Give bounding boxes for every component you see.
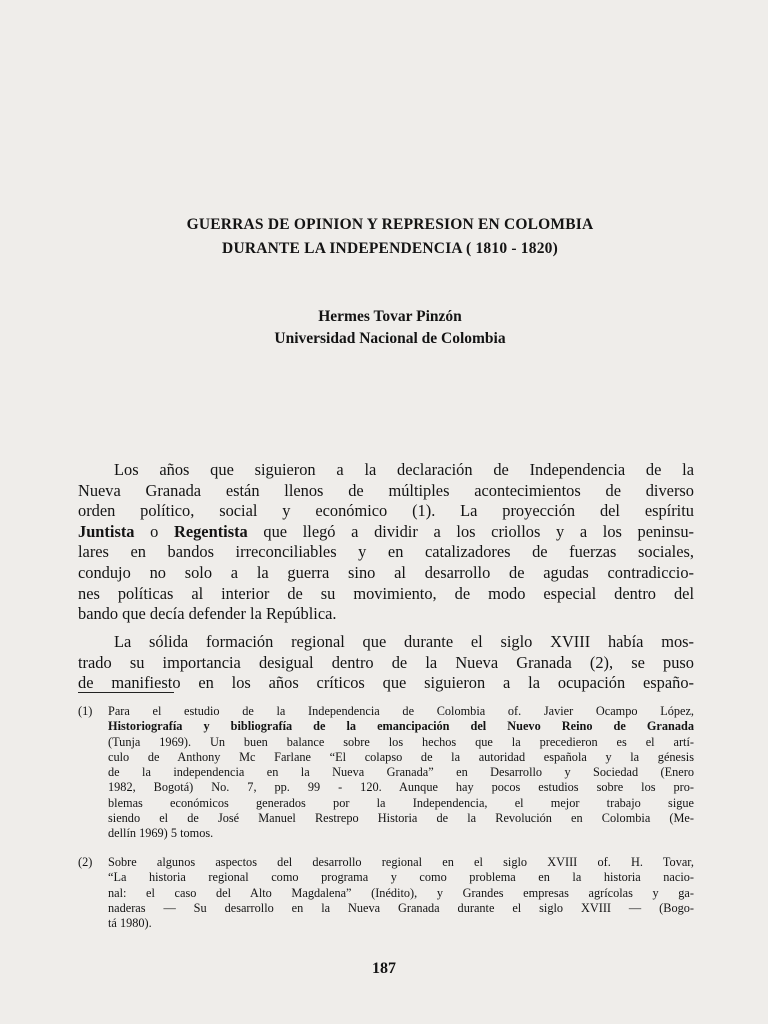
footnote-line: dellín 1969) 5 tomos. (108, 826, 214, 841)
paragraph-line: Los años que siguieron a la declaración de Independencia de la (114, 460, 694, 479)
footnote-line: Historiografía y bibliografía de la emancipación del Nuevo Reino de Granada (108, 719, 694, 734)
author-block (80, 306, 700, 350)
paragraph-line: trado su importancia desigual dentro de la Nueva Granada (2), se puso (78, 652, 694, 672)
line-rest: que llegó a dividir a los criollos y a los peninsu- (247, 521, 695, 541)
footnote-number: (1) (78, 704, 93, 718)
author-name: Hermes Tovar Pinzón (318, 308, 462, 325)
title-line-1: GUERRAS DE OPINION Y REPRESION EN COLOMBIA (186, 216, 594, 233)
term-regentista: Regentista (174, 521, 248, 541)
term-juntista: Juntista (78, 521, 135, 541)
footnote-line: (Tunja 1969). Un buen balance sobre los hechos que la precedieron es el artí- (108, 734, 694, 749)
paragraph-line (78, 522, 694, 543)
title-line-2: DURANTE LA INDEPENDENCIA ( 1810 - 1820) (222, 240, 558, 257)
footnote-line: Sobre algunos aspectos del desarrollo regional en el siglo XVIII of. H. Tovar, (108, 855, 694, 869)
paragraph-line: de manifiesto en los años críticos que siguieron a la ocupación españo- (78, 673, 694, 693)
footnote-text (108, 855, 694, 931)
article-title (80, 213, 700, 261)
footnote-line: culo de Anthony Mc Farlane “El colapso de la autoridad española y la génesis (108, 749, 694, 764)
footnote-line: nal: el caso del Alto Magdalena” (Inédito), y Grandes empresas agrícolas y ga- (108, 885, 694, 900)
paragraph-line: condujo no solo a la guerra sino al desarrollo de agudas contradiccio- (78, 562, 694, 582)
footnote-separator (78, 692, 174, 693)
paragraph-line: La sólida formación regional que durante el siglo XVIII había mos- (114, 632, 694, 651)
footnote-line: tá 1980). (108, 916, 152, 931)
paragraph-line: nes políticas al interior de su movimiento, de modo especial dentro del (78, 583, 694, 603)
paragraph-line: lares en bandos irreconciliables y en catalizadores de fuerzas sociales, (78, 542, 694, 562)
footnote-line: Para el estudio de la Independencia de Colombia of. Javier Ocampo López, (108, 704, 694, 718)
footnote-number: (2) (78, 855, 93, 869)
footnote-line: naderas — Su desarrollo en la Nueva Granada durante el siglo XVIII — (Bogo- (108, 900, 694, 915)
page-number: 187 (372, 960, 396, 977)
paragraph-line: Nueva Granada están llenos de múltiples acontecimientos de diverso (78, 480, 694, 500)
paragraph-2 (78, 632, 694, 694)
footnote-line: siendo el de José Manuel Restrepo Historia de la Revolución en Colombia (Me- (108, 811, 694, 826)
paragraph-line: orden político, social y económico (1). La proyección del espíritu (78, 501, 694, 521)
footnote-line: de la independencia en la Nueva Granada” en Desarrollo y Sociedad (Enero (108, 765, 694, 780)
author-affiliation: Universidad Nacional de Colombia (274, 330, 506, 347)
footnote-line: “La historia regional como programa y como problema en la historia nacio- (108, 870, 694, 885)
footnote-line: 1982, Bogotá) No. 7, pp. 99 - 120. Aunque hay pocos estudios sobre los pro- (108, 780, 694, 795)
footnote-text (108, 704, 694, 842)
connector-text: o (134, 521, 174, 541)
paragraph-line: bando que decía defender la República. (78, 604, 337, 624)
footnote-line: blemas económicos generados por la Independencia, el mejor trabajo sigue (108, 795, 694, 810)
paragraph-1 (78, 460, 694, 625)
